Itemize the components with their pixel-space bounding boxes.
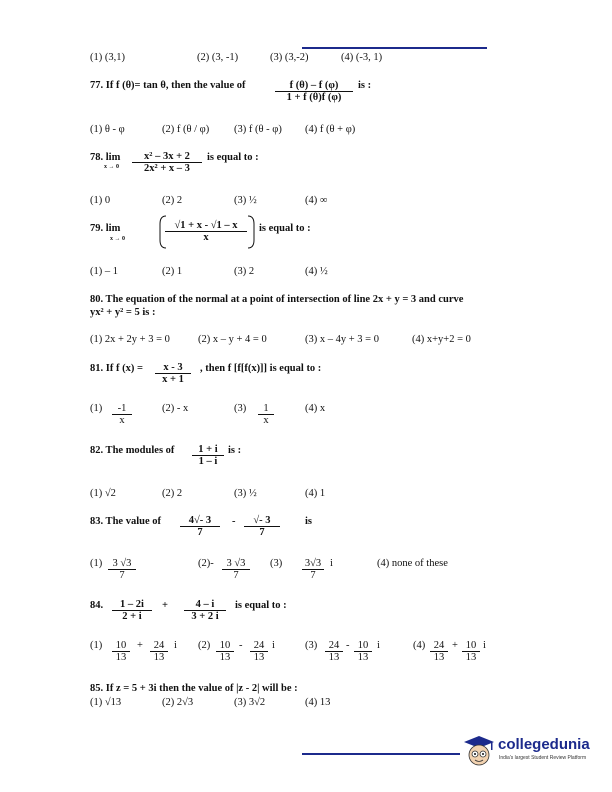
q84-f2-den: 3 + 2 i	[191, 611, 219, 622]
q84-option-2-label: (2)	[198, 640, 211, 651]
q84-option-4-label: (4)	[413, 640, 426, 651]
q82-option-4: (4) 1	[305, 488, 326, 499]
q84-f2-num: 4 – i	[184, 599, 226, 611]
q77-option-2: (2) f (θ / φ)	[162, 124, 210, 135]
q81-stem: 81. If f (x) =	[90, 363, 143, 374]
q82-frac-num: 1 + i	[192, 444, 224, 456]
q84-option-2-den-a: 13	[219, 652, 231, 663]
q84-option-2-i: i	[272, 640, 275, 651]
q83-minus: -	[232, 516, 236, 527]
q84-option-3-b: 10	[354, 640, 372, 652]
q84-option-2-b: 24	[250, 640, 268, 652]
q84-option-4-i: i	[483, 640, 486, 651]
q80-option-2: (2) x – y + 4 = 0	[198, 334, 267, 345]
q81-option-3-den: x	[263, 415, 269, 426]
q84-option-3-label: (3)	[305, 640, 318, 651]
q78-option-3: (3) ½	[234, 195, 257, 206]
q84-f1-num: 1 – 2i	[112, 599, 152, 611]
q78-option-1: (1) 0	[90, 195, 111, 206]
q84-option-4-frac-b	[462, 640, 480, 663]
q77-tail: is :	[358, 80, 372, 91]
q83-stem: 83. The value of	[90, 516, 161, 527]
q83-option-2-fraction	[222, 558, 250, 581]
q84-option-4-b: 10	[462, 640, 480, 652]
q81-tail: , then f [f[f(x)]] is equal to :	[200, 363, 322, 374]
q81-option-1-label: (1)	[90, 403, 103, 414]
q84-option-2-a: 10	[216, 640, 234, 652]
collegedunia-logo	[462, 732, 602, 772]
q78-option-2: (2) 2	[162, 195, 183, 206]
q84-option-4-den-b: 13	[465, 652, 477, 663]
q83-f1-den: 7	[197, 527, 203, 538]
q77-option-4: (4) f (θ + φ)	[305, 124, 356, 135]
q82-option-1: (1) √2	[90, 488, 116, 499]
q81-option-1-num: -1	[112, 403, 132, 415]
q81-fraction	[155, 362, 191, 385]
q85-option-2: (2) 2√3	[162, 697, 194, 708]
q84-stem: 84.	[90, 600, 104, 611]
q76-option-2: (2) (3, -1)	[197, 52, 239, 63]
q84-option-1-a: 10	[112, 640, 130, 652]
q84-option-3-den-a: 13	[328, 652, 340, 663]
q83-option-3-tail: i	[330, 558, 333, 569]
q84-tail: is equal to :	[235, 600, 287, 611]
q85-option-1: (1) √13	[90, 697, 122, 708]
q84-option-2-op: -	[239, 640, 243, 651]
q80-option-1: (1) 2x + 2y + 3 = 0	[90, 334, 170, 345]
q83-option-1-den: 7	[119, 570, 125, 581]
bottom-divider	[302, 753, 460, 755]
brand-tagline: India's largest Student Review Platform	[499, 755, 587, 761]
q81-option-1-den: x	[119, 415, 125, 426]
q76-option-4: (4) (-3, 1)	[341, 52, 383, 63]
q84-option-1-den-a: 13	[115, 652, 127, 663]
q83-option-3-num: 3√3	[304, 558, 322, 569]
q84-option-4-den-a: 13	[433, 652, 445, 663]
q83-option-3-den: 7	[302, 569, 324, 581]
q84-option-3-frac-b	[354, 640, 372, 663]
q81-option-2: (2) - x	[162, 403, 189, 414]
q82-frac-den: 1 – i	[198, 456, 218, 467]
q83-option-2-label: (2)-	[198, 558, 214, 569]
q84-option-1-frac-b	[150, 640, 168, 663]
q84-option-1-frac-a	[112, 640, 130, 663]
q83-fraction-1	[180, 515, 220, 538]
q79-option-3: (3) 2	[234, 266, 255, 277]
q83-option-1-num: 3 √3	[108, 558, 136, 570]
q84-option-1-b: 24	[150, 640, 168, 652]
q84-option-4-a: 24	[430, 640, 448, 652]
q83-option-3-fraction	[302, 558, 324, 581]
q83-option-2-num: 3 √3	[222, 558, 250, 570]
q84-option-2-frac-b	[250, 640, 268, 663]
q79-frac-den: x	[203, 232, 209, 243]
q78-lim-sub: x → 0	[104, 164, 119, 170]
mascot-icon	[462, 734, 496, 768]
q79-frac-num: √1 + x - √1 – x	[165, 220, 247, 232]
q81-frac-den: x + 1	[162, 374, 184, 385]
q84-option-4-op: +	[452, 640, 458, 651]
q84-fraction-2	[184, 599, 226, 622]
q80-line-1: 80. The equation of the normal at a point of intersection of line 2x + y = 3 and curve	[90, 294, 464, 305]
q81-frac-num: x - 3	[155, 362, 191, 374]
q79-stem: 79. lim	[90, 223, 121, 234]
q78-frac-den: 2x² + x – 3	[144, 163, 190, 174]
q83-option-1-label: (1)	[90, 558, 103, 569]
q83-option-1-fraction	[108, 558, 136, 581]
q84-option-1-den-b: 13	[153, 652, 165, 663]
q83-f2-num: √- 3	[244, 515, 280, 527]
q84-option-3-den-b: 13	[357, 652, 369, 663]
q76-option-3: (3) (3,-2)	[270, 52, 309, 63]
q83-f1-num: 4√- 3	[180, 515, 220, 527]
q79-option-1: (1) – 1	[90, 266, 118, 277]
q79-tail: is equal to :	[259, 223, 311, 234]
q81-option-1-fraction	[112, 403, 132, 426]
q84-f1-den: 2 + i	[122, 611, 142, 622]
q83-f2-den: 7	[259, 527, 265, 538]
q78-tail: is equal to :	[207, 152, 259, 163]
q85-option-4: (4) 13	[305, 697, 331, 708]
q84-fraction-1	[112, 599, 152, 622]
q83-fraction-2	[244, 515, 280, 538]
q85-option-3: (3) 3√2	[234, 697, 266, 708]
q77-frac-den: 1 + f (θ)f (φ)	[286, 92, 342, 103]
q80-option-3: (3) x – 4y + 3 = 0	[305, 334, 379, 345]
q84-plus: +	[162, 600, 168, 611]
q78-option-4: (4) ∞	[305, 195, 328, 206]
q84-option-1-i: i	[174, 640, 177, 651]
q78-fraction	[132, 151, 202, 174]
q82-stem: 82. The modules of	[90, 445, 175, 456]
q83-tail: is	[305, 516, 313, 527]
q84-option-3-op: -	[346, 640, 350, 651]
q82-option-3: (3) ½	[234, 488, 257, 499]
q81-option-3-fraction	[258, 403, 274, 426]
q82-option-2: (2) 2	[162, 488, 183, 499]
q81-option-3-num: 1	[258, 403, 274, 415]
q77-stem: 77. If f (θ)= tan θ, then the value of	[90, 80, 246, 91]
q76-option-1: (1) (3,1)	[90, 52, 125, 63]
q77-fraction	[275, 80, 353, 103]
q82-tail: is :	[228, 445, 242, 456]
q83-option-4: (4) none of these	[377, 558, 448, 569]
brand-name: collegedunia	[498, 736, 590, 753]
q80-line-2: yx² + y² = 5 is :	[90, 307, 156, 318]
q84-option-1-label: (1)	[90, 640, 103, 651]
q85-stem: 85. If z = 5 + 3i then the value of |z - 2| will be :	[90, 683, 298, 694]
top-divider	[302, 47, 487, 49]
q80-option-4: (4) x+y+2 = 0	[412, 334, 471, 345]
q84-option-3-frac-a	[325, 640, 343, 663]
q77-frac-num: f (θ) – f (φ)	[275, 80, 353, 92]
q79-fraction	[165, 220, 247, 243]
q79-option-2: (2) 1	[162, 266, 183, 277]
q77-option-1: (1) θ - φ	[90, 124, 125, 135]
q84-option-3-i: i	[377, 640, 380, 651]
q78-frac-num: x² – 3x + 2	[132, 151, 202, 163]
q79-option-4: (4) ½	[305, 266, 328, 277]
q81-option-4: (4) x	[305, 403, 326, 414]
q77-option-3: (3) f (θ - φ)	[234, 124, 282, 135]
q84-option-3-a: 24	[325, 640, 343, 652]
q82-fraction	[192, 444, 224, 467]
q84-option-2-frac-a	[216, 640, 234, 663]
q78-stem: 78. lim	[90, 152, 121, 163]
q83-option-3-label: (3)	[270, 558, 283, 569]
q79-bracket-right	[246, 214, 256, 250]
q79-lim-sub: x → 0	[110, 236, 125, 242]
q83-option-2-den: 7	[233, 570, 239, 581]
q84-option-2-den-b: 13	[253, 652, 265, 663]
q81-option-3-label: (3)	[234, 403, 247, 414]
q84-option-4-frac-a	[430, 640, 448, 663]
q84-option-1-op: +	[137, 640, 143, 651]
